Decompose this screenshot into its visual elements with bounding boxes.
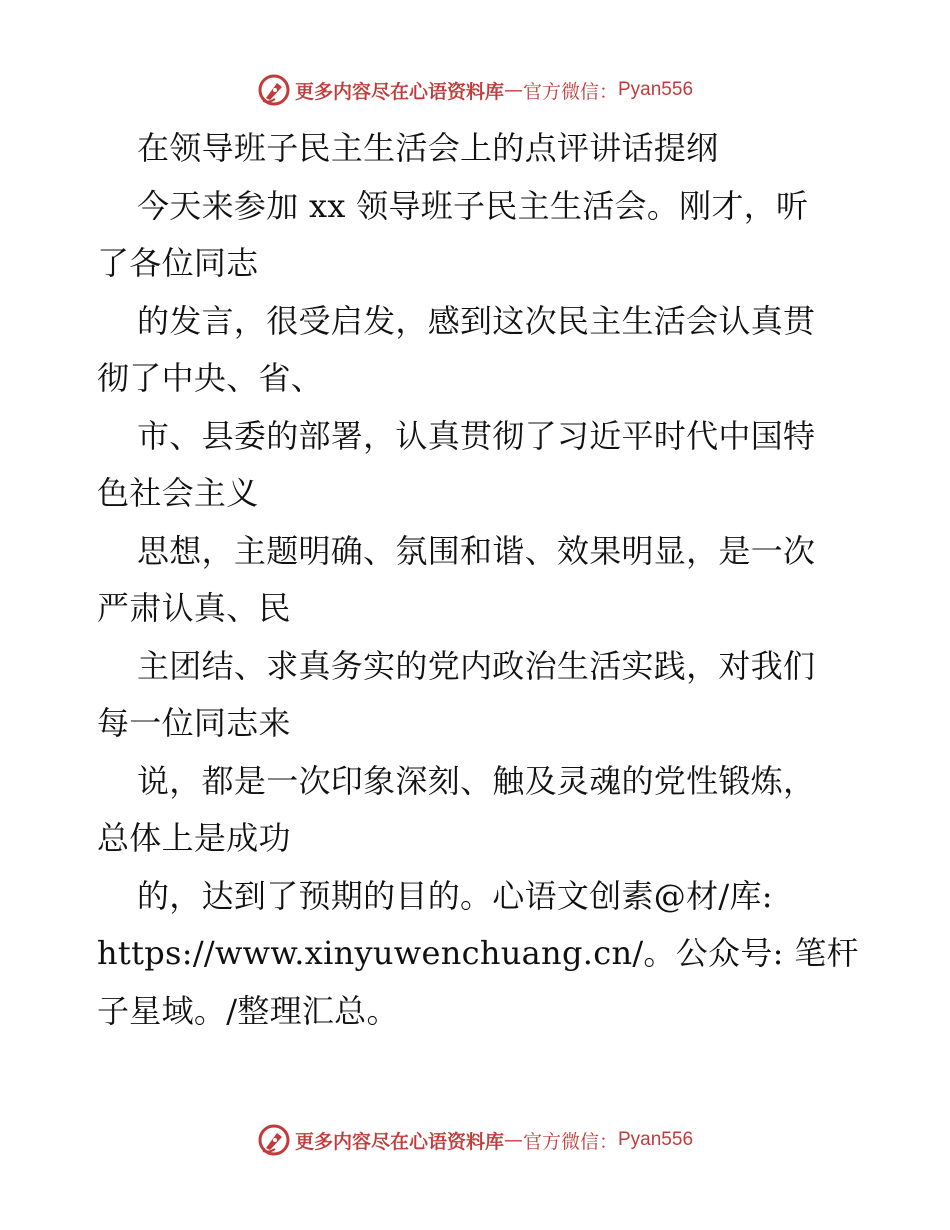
paragraph-line: 思想，主题明确、氛围和谐、效果明显，是一次 — [137, 531, 816, 570]
document-body — [97, 120, 857, 1040]
paragraph-line: 今天来参加 xx 领导班子民主生活会。刚才，听 — [137, 186, 809, 225]
paragraph-line: 主团结、求真务实的党内政治生活实践，对我们 — [137, 646, 816, 685]
paragraph-line: 说，都是一次印象深刻、触及灵魂的党性锻炼， — [137, 761, 816, 800]
footer-wechat-id: Pyan556 — [618, 1129, 694, 1150]
footer-wechat-label: 官方微信： — [522, 1130, 618, 1153]
paragraph-line: 市、县委的部署，认真贯彻了习近平时代中国特 — [137, 416, 816, 455]
paragraph-line: 的发言，很受启发，感到这次民主生活会认真贯 — [137, 301, 816, 340]
header-banner-separator: — — [503, 79, 523, 101]
footer-banner — [0, 1122, 950, 1158]
paragraph-line: 严肃认真、民 — [97, 589, 291, 627]
paragraph-line: 色社会主义 — [97, 474, 259, 512]
document-title: 在领导班子民主生活会上的点评讲话提纲 — [137, 129, 719, 167]
paragraph-line: 的，达到了预期的目的。心语文创素@材/库: — [137, 876, 773, 915]
header-banner-text: 更多内容尽在心语资料库 — [294, 80, 504, 103]
paragraph-line: 彻了中央、省、 — [97, 359, 324, 397]
footer-banner-text: 更多内容尽在心语资料库 — [294, 1130, 504, 1153]
paragraph-line: 了各位同志 — [97, 244, 259, 282]
header-wechat-id: Pyan556 — [618, 79, 694, 100]
header-banner — [0, 72, 950, 108]
header-wechat-label: 官方微信： — [522, 80, 618, 103]
paragraph-line: 总体上是成功 — [97, 819, 291, 857]
paragraph-line: 子星域。/整理汇总。 — [97, 991, 399, 1030]
pen-nib-circle-icon — [257, 1123, 291, 1157]
paragraph-line: https://www.xinyuwenchuang.cn/。公众号: 笔杆 — [97, 934, 859, 972]
footer-banner-separator: — — [503, 1129, 523, 1151]
paragraph-line: 每一位同志来 — [97, 704, 291, 742]
pen-nib-circle-icon — [257, 73, 291, 107]
